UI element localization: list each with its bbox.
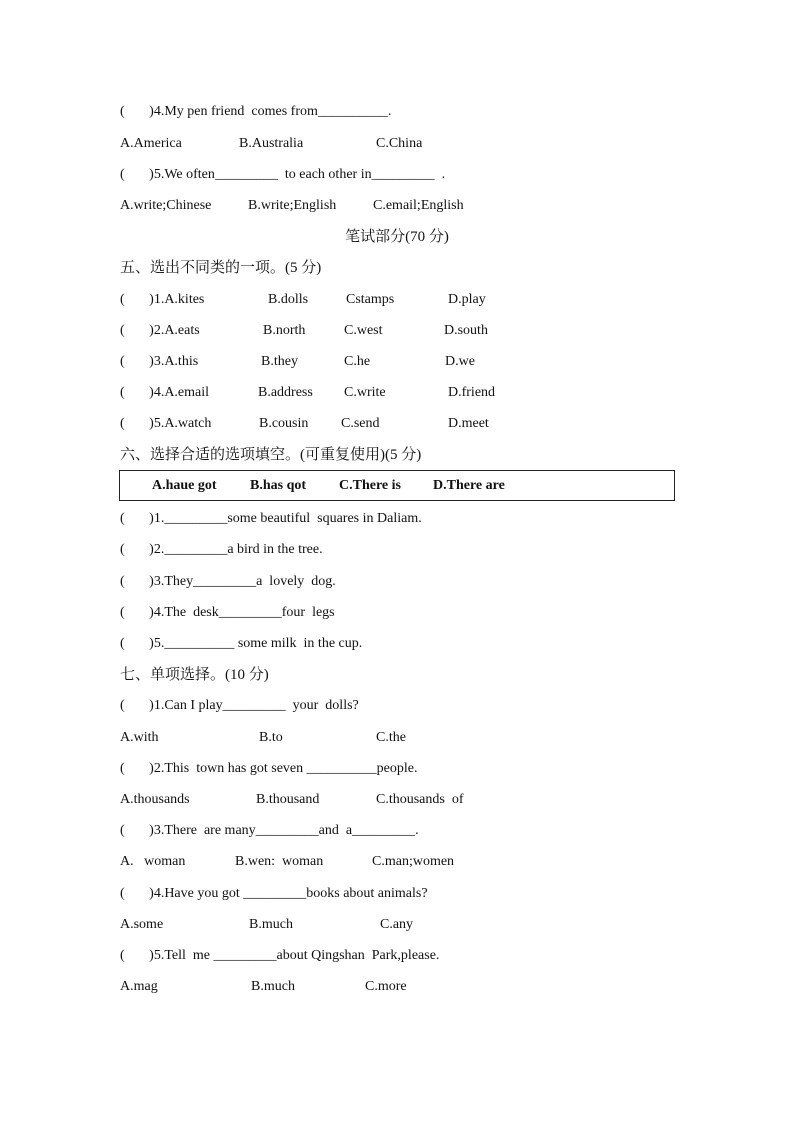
- s7-question-4: ( )4.Have you got _________books about animals?: [120, 886, 428, 901]
- s5-row-4-b: B.address: [258, 385, 313, 400]
- s7-q4-option-b: B.much: [249, 917, 293, 932]
- s5-row-2-q: ( )2.A.eats: [120, 323, 200, 338]
- s5-row-1-b: B.dolls: [268, 292, 309, 307]
- s7-q3-option-a: A. woman: [120, 854, 186, 869]
- section-7-title: 七、单项选择。(10 分): [120, 667, 269, 683]
- s5-row-1-c: Cstamps: [346, 292, 395, 307]
- q5-option-b: B.write;English: [248, 198, 337, 213]
- word-bank-option-a: A.haue got: [152, 478, 217, 493]
- s7-q1-option-c: C.the: [376, 730, 406, 745]
- s7-q3-option-c: C.man;women: [372, 854, 455, 869]
- s7-q5-option-a: A.mag: [120, 979, 158, 994]
- q4-option-a: A.America: [120, 136, 182, 151]
- s6-question-5: ( )5.__________ some milk in the cup.: [120, 636, 363, 651]
- s6-question-4: ( )4.The desk_________four legs: [120, 605, 335, 620]
- s7-question-1: ( )1.Can I play_________ your dolls?: [120, 698, 359, 713]
- section-5-title: 五、选出不同类的一项。(5 分): [120, 260, 322, 276]
- s5-row-1-d: D.play: [448, 292, 486, 307]
- s7-question-5: ( )5.Tell me _________about Qingshan Park,please.: [120, 948, 440, 963]
- word-bank-option-c: C.There is: [339, 478, 401, 493]
- s6-question-2: ( )2._________a bird in the tree.: [120, 542, 323, 557]
- s5-row-2-d: D.south: [444, 323, 488, 338]
- question-4: ( )4.My pen friend comes from__________.: [120, 104, 392, 119]
- s5-row-5-b: B.cousin: [259, 416, 309, 431]
- s7-q4-option-c: C.any: [380, 917, 414, 932]
- word-bank-option-d: D.There are: [433, 478, 505, 493]
- s5-row-3-q: ( )3.A.this: [120, 354, 199, 369]
- section-6-title: 六、选择合适的选项填空。(可重复使用)(5 分): [120, 447, 422, 463]
- q4-option-b: B.Australia: [239, 136, 304, 151]
- s5-row-3-d: D.we: [445, 354, 475, 369]
- q4-option-c: C.China: [376, 136, 423, 151]
- s7-question-3: ( )3.There are many_________and a_________.: [120, 823, 419, 838]
- s5-row-1-q: ( )1.A.kites: [120, 292, 205, 307]
- s7-q5-option-b: B.much: [251, 979, 295, 994]
- q5-option-c: C.email;English: [373, 198, 464, 213]
- q5-option-a: A.write;Chinese: [120, 198, 212, 213]
- s5-row-4-d: D.friend: [448, 385, 496, 400]
- s6-question-3: ( )3.They_________a lovely dog.: [120, 574, 336, 589]
- s7-q2-option-c: C.thousands of: [376, 792, 464, 807]
- s7-question-2: ( )2.This town has got seven __________people.: [120, 761, 418, 776]
- word-bank-box: [119, 470, 675, 501]
- s5-row-5-q: ( )5.A.watch: [120, 416, 212, 431]
- word-bank-option-b: B.has qot: [250, 478, 307, 493]
- question-5: ( )5.We often_________ to each other in_________ .: [120, 167, 446, 182]
- s5-row-3-b: B.they: [261, 354, 298, 369]
- s5-row-2-b: B.north: [263, 323, 306, 338]
- s7-q3-option-b: B.wen: woman: [235, 854, 324, 869]
- s5-row-3-c: C.he: [344, 354, 371, 369]
- written-part-title: 笔试部分(70 分): [345, 229, 449, 245]
- s7-q1-option-b: B.to: [259, 730, 283, 745]
- s5-row-2-c: C.west: [344, 323, 383, 338]
- s7-q4-option-a: A.some: [120, 917, 164, 932]
- s5-row-4-c: C.write: [344, 385, 386, 400]
- s5-row-5-c: C.send: [341, 416, 380, 431]
- s7-q2-option-a: A.thousands: [120, 792, 190, 807]
- s7-q2-option-b: B.thousand: [256, 792, 320, 807]
- s7-q5-option-c: C.more: [365, 979, 407, 994]
- s6-question-1: ( )1._________some beautiful squares in Daliam.: [120, 511, 422, 526]
- s5-row-4-q: ( )4.A.email: [120, 385, 210, 400]
- s7-q1-option-a: A.with: [120, 730, 159, 745]
- s5-row-5-d: D.meet: [448, 416, 489, 431]
